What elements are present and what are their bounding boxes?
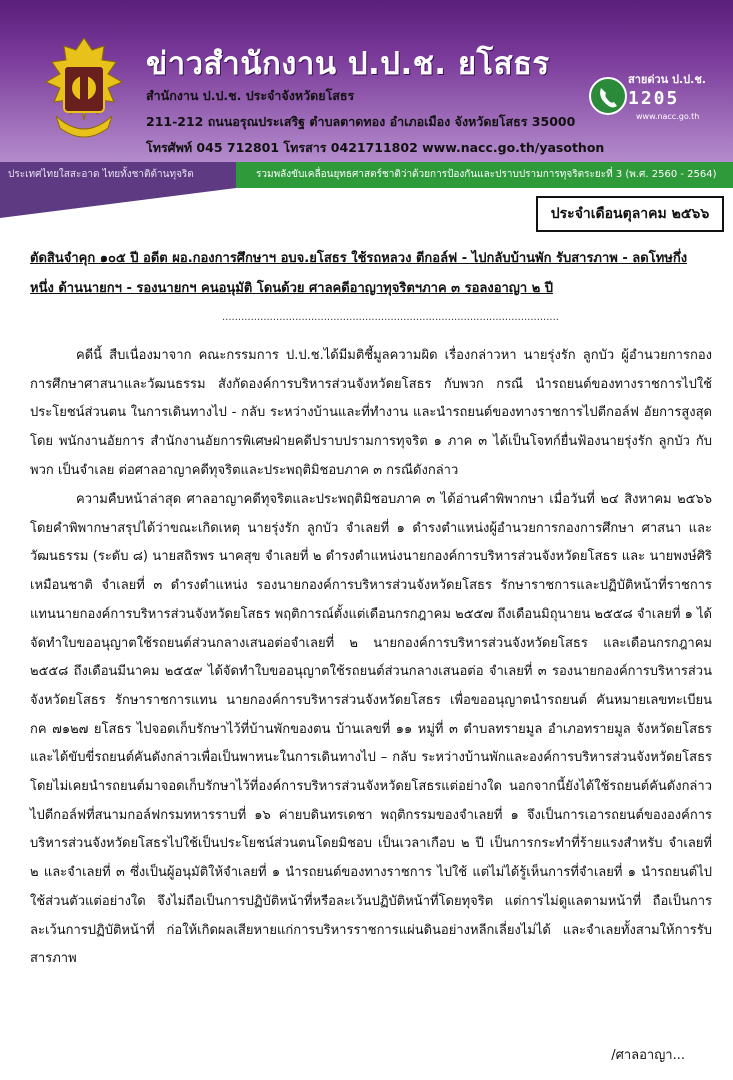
paragraph-2 xyxy=(30,486,712,974)
phone-icon xyxy=(588,74,628,118)
newsletter-title: ข่าวสำนักงาน ป.ป.ช. ยโสธร xyxy=(146,46,550,82)
paragraph-2-text: ความคืบหน้าล่าสุด ศาลอาญาคดีทุจริตและประพฤติมิชอบภาค ๓ ได้อ่านคำพิพากษา เมื่อวันที่ ๒๔ สิงหาคม ๒๕๖๖ โดยคำพิพากษาสรุปได้ว่าขณะเกิดเหตุ นายรุ่งรัก ลูกบัว จำเลยที่ ๑ ดำรงตำแหน่งผู้อำนวยการกองการศึกษา ศาสนา และวัฒนธรรม (ระดับ ๘) นายสถิรพร นาคสุข จำเลยที่ ๒ ดำรงตำแหน่งนายกองค์การบริหารส่วนจังหวัดยโสธร และ นายพงษ์ศิริ เหมือนชาติ จำเลยที่ ๓ ดำรงตำแหน่ง รองนายกองค์การบริหารส่วนจังหวัดยโสธร รักษาราชการและปฏิบัติหน้าที่ราชการแทนนายกองค์การบริหารส่วนจังหวัดยโสธร พฤติการณ์ตั้งแต่เดือนกรกฎาคม ๒๕๕๗ ถึงเดือนมิถุนายน ๒๕๕๘ จำเลยที่ ๑ ได้จัดทำใบขออนุญาตใช้รถยนต์ส่วนกลางเสนอต่อจำเลยที่ ๒ นายกองค์การบริหารส่วนจังหวัดยโสธร และเดือนกรกฎาคม ๒๕๕๘ ถึงเดือนมีนาคม ๒๕๕๙ ได้จัดทำใบขออนุญาตใช้รถยนต์ส่วนกลางเสนอต่อ จำเลยที่ ๓ รองนายกองค์การบริหารส่วนจังหวัดยโสธร รักษาราชการแทน นายกองค์การบริหารส่วนจังหวัดยโสธร เพื่อขออนุญาตนำรถยนต์ คันหมายเลขทะเบียน กค ๗๑๒๗ ยโสธร ไปจอดเก็บรักษาไว้ที่บ้านพักของตน บ้านเลขที่ ๑๑ หมู่ที่ ๓ ตำบลทรายมูล อำเภอทรายมูล จังหวัดยโสธร และได้ขับขี่รถยนต์คันดังกล่าวเพื่อเป็นพาหนะในการเดินทางไป – กลับ ระหว่างบ้านพักและองค์การบริหารส่วนจังหวัดยโสธร โดยไม่เคยนำรถยนต์มาจอดเก็บรักษาไว้ที่องค์การบริหารส่วนจังหวัดยโสธรแต่อย่างใด นอกจากนี้ยังได้ใช้รถยนต์คันดังกล่าว ไปตีกอล์ฟที่สนามกอล์ฟกรมทหารราบที่ ๑๖ ค่ายบดินทรเดชา พฤติกรรมของจำเลยที่ ๑ จึงเป็นการเอารถยนต์ขององค์การบริหารส่วนจังหวัดยโสธรไปใช้เป็นประโยชน์ส่วนตนโดยมิชอบ เป็นเวลาเกือบ ๒ ปี เป็นการกระทำที่ร้ายแรงสำหรับ จำเลยที่ ๒ และจำเลยที่ ๓ ซึ่งเป็นผู้อนุมัติให้จำเลยที่ ๑ นำรถยนต์ของทางราชการ ไปใช้ แต่ไม่ได้รู้เห็นการที่จำเลยที่ ๑ นำรถยนต์ไปใช้ส่วนตัวแต่อย่างใด จึงไม่ถือเป็นการปฏิบัติหน้าที่หรือละเว้นปฏิบัติหน้าที่โดยทุจริต แต่การไม่ดูแลตามหน้าที่ ถือเป็นการละเว้นการปฏิบัติหน้าที่ ก่อให้เกิดผลเสียหายแก่การบริหารราชการแผ่นดินอย่างหลีกเลี่ยงไม่ได้ และจำเลยทั้งสามให้การรับสารภาพ xyxy=(30,492,712,967)
hotline-site: www.nacc.go.th xyxy=(636,112,700,121)
hotline-number: 1205 xyxy=(628,88,680,109)
letterhead xyxy=(0,0,733,162)
paragraph-1-text: คดีนี้ สืบเนื่องมาจาก คณะกรรมการ ป.ป.ช.ได้มีมติชี้มูลความผิด เรื่องกล่าวหา นายรุ่งรัก ลูกบัว ผู้อำนวยการกองการศึกษาศาสนาและวัฒนธรรม สังกัดองค์การบริหารส่วนจังหวัดยโสธร กับพวก กรณี นำรถยนต์ของทางราชการไปใช้ประโยชน์ส่วนตน ในการเดินทางไป - กลับ ระหว่างบ้านและที่ทำงาน และนำรถยนต์ของทางราชการไปตีกอล์ฟ อัยการสูงสุด โดย พนักงานอัยการ สำนักงานอัยการพิเศษฝ่ายคดีปราบปรามการทุจริต ๑ ภาค ๓ ได้เป็นโจทก์ยื่นฟ้องนายรุ่งรัก ลูกบัว กับพวก เป็นจำเลย ต่อศาลอาญาคดีทุจริตและประพฤติมิชอบภาค ๓ กรณีดังกล่าว xyxy=(30,348,712,478)
separator-dots: .......................................................................................................... xyxy=(222,312,559,323)
nacc-emblem-icon xyxy=(42,36,126,146)
hotline-badge xyxy=(588,68,720,128)
slogan-band xyxy=(0,162,733,188)
office-contact: โทรศัพท์ 045 712801 โทรสาร 0421711802 www.nacc.go.th/yasothon xyxy=(146,140,605,155)
news-headline: ตัดสินจำคุก ๑๐๕ ปี อดีต ผอ.กองการศึกษาฯ อบจ.ยโสธร ใช้รถหลวง ตีกอล์ฟ - ไปกลับบ้านพัก รับสารภาพ - ลดโทษกึ่งหนึ่ง ด้านนายกฯ - รองนายกฯ คนอนุมัติ โดนด้วย ศาลคดีอาญาทุจริตฯภาค ๓ รอลงอาญา ๒ ปี xyxy=(30,251,688,296)
office-address: 211-212 ถนนอรุณประเสริฐ ตำบลตาดทอง อำเภอเมือง จังหวัดยโสธร 35000 xyxy=(146,114,576,129)
office-name: สำนักงาน ป.ป.ช. ประจำจังหวัดยโสธร xyxy=(146,88,355,103)
continued-note: /ศาลอาญา... xyxy=(611,1048,685,1063)
slogan-left: ประเทศไทยใสสะอาด ไทยทั้งชาติต้านทุจริต xyxy=(0,162,236,188)
issue-month: ประจำเดือนตุลาคม ๒๕๖๖ xyxy=(536,196,724,232)
paragraph-1 xyxy=(30,342,712,486)
band-decoration xyxy=(0,188,236,218)
slogan-right: รวมพลังขับเคลื่อนยุทธศาสตร์ชาติว่าด้วยการป้องกันและปราบปรามการทุจริตระยะที่ 3 (พ.ศ. 2560 - 2564) xyxy=(236,162,733,188)
hotline-brand: สายด่วน ป.ป.ช. xyxy=(628,73,706,86)
